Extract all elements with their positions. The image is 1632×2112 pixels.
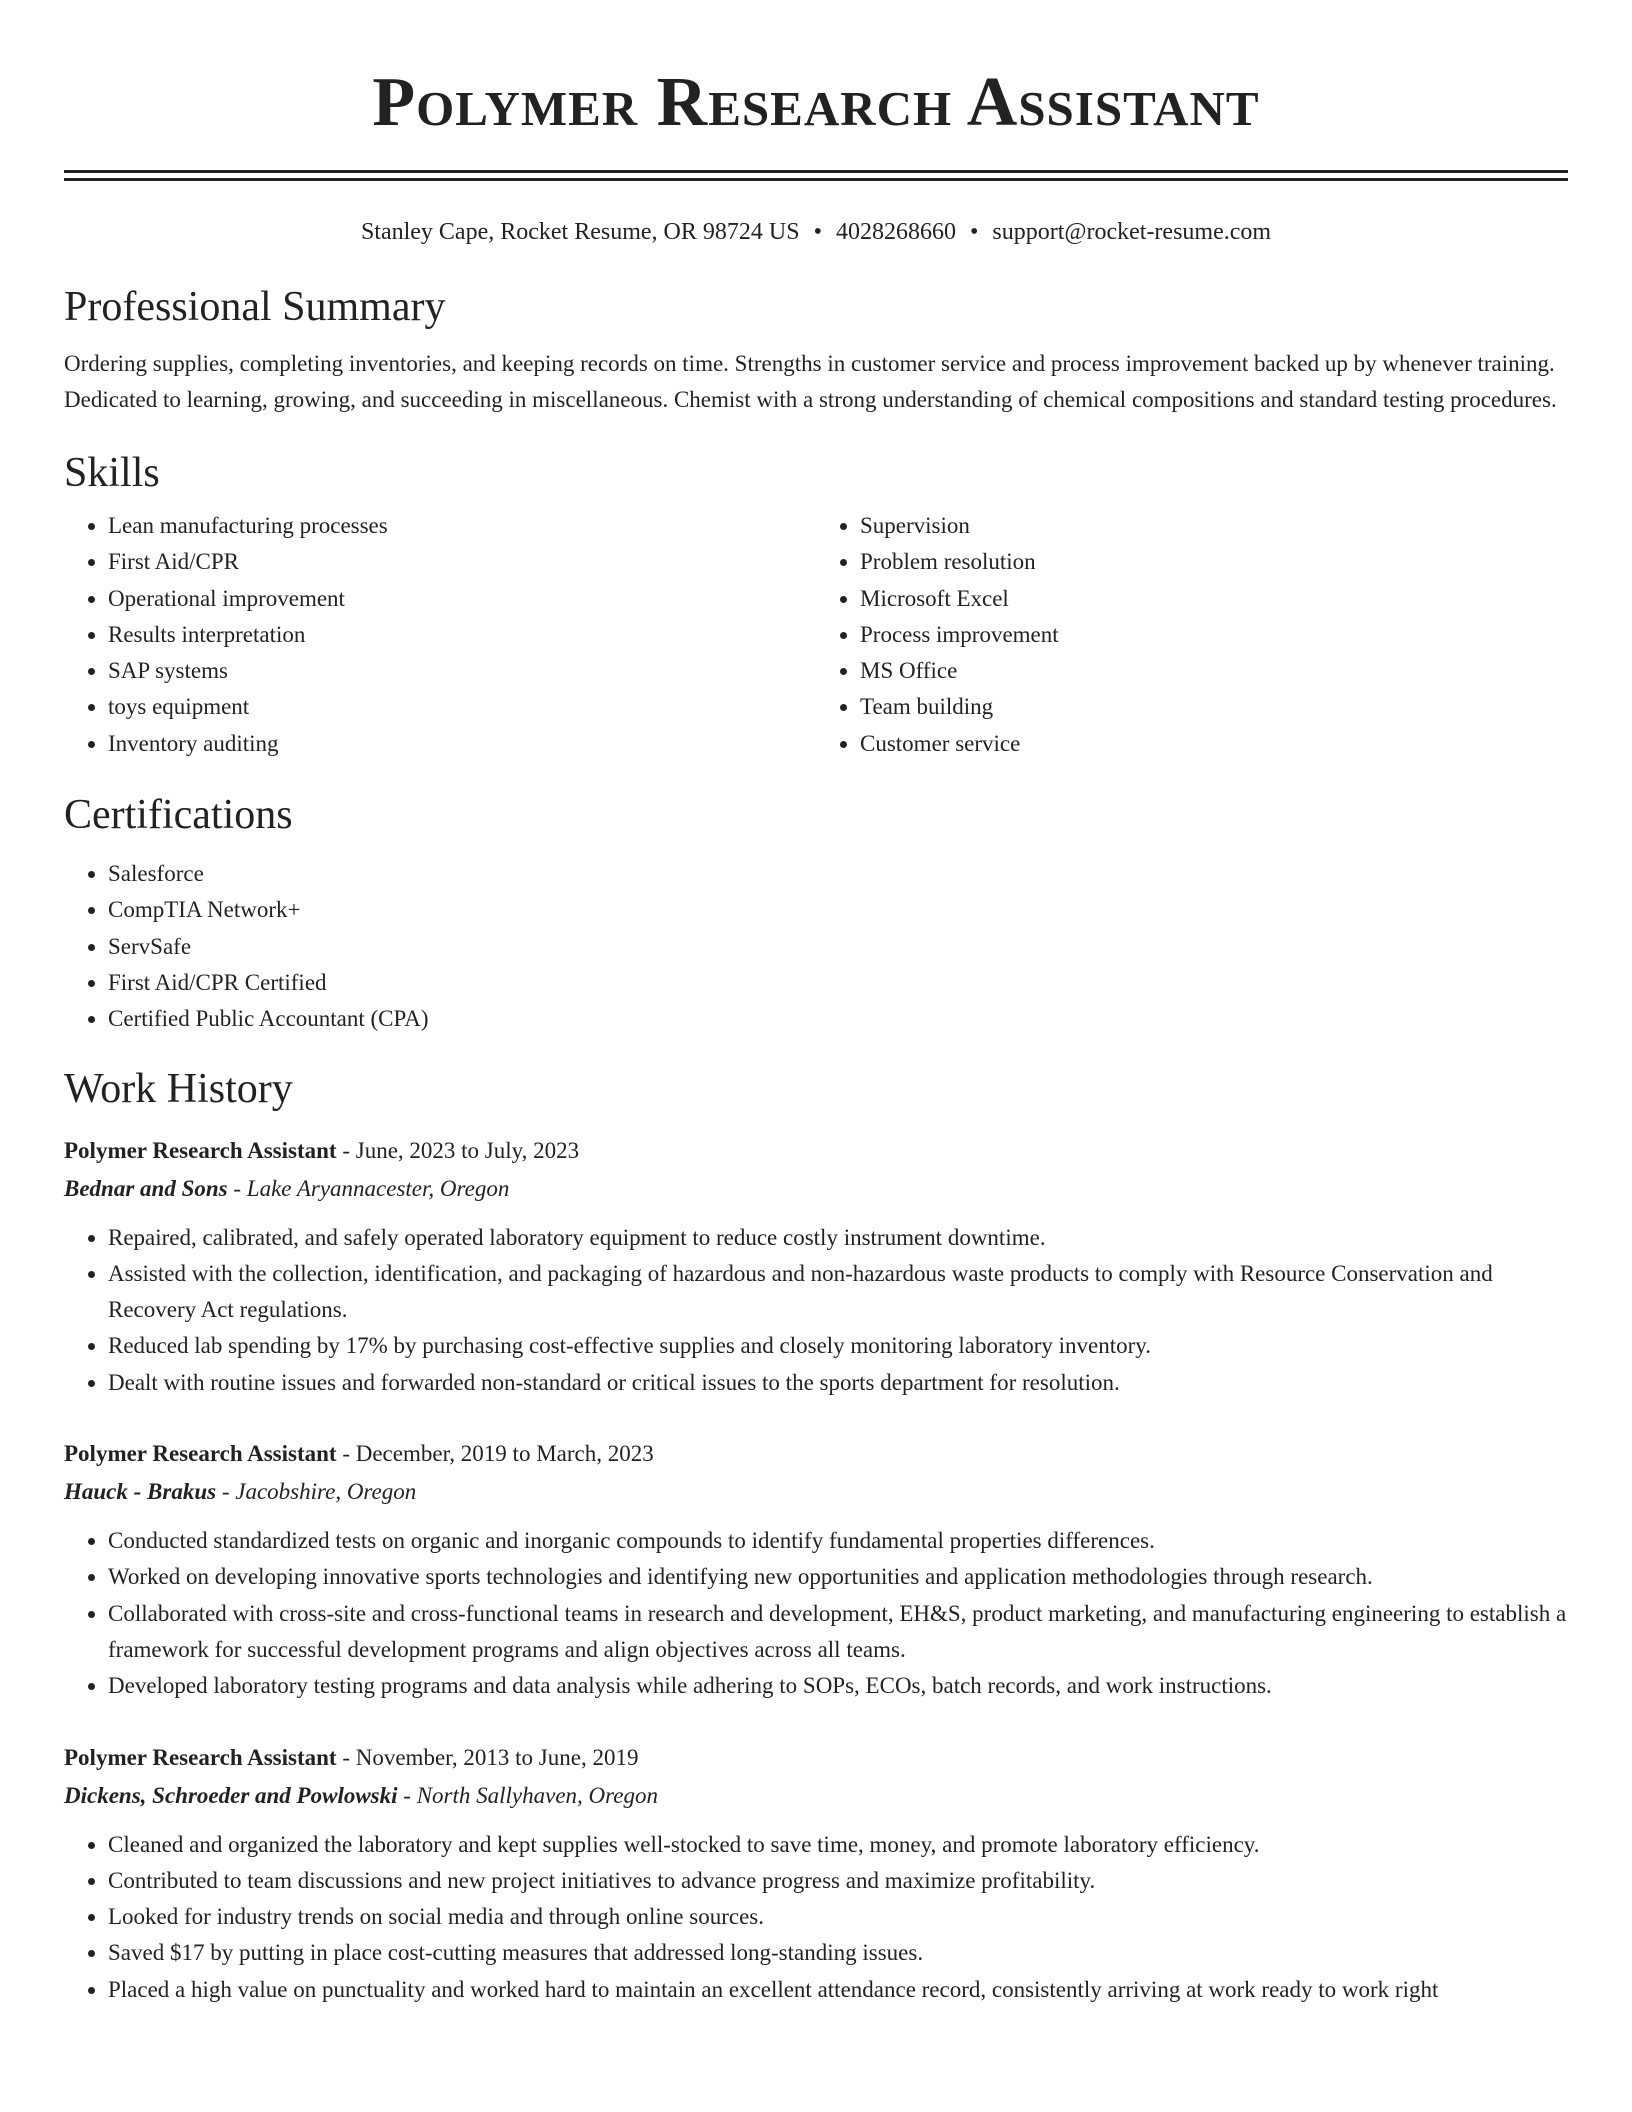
skills-column-right: [816, 508, 1568, 762]
job-bullet: • Assisted with the collection, identification, and packaging of hazardous and non-hazardous waste products to comply with Resource Conservation and Recovery Act regulations.: [108, 1256, 1568, 1329]
job-title-line: [64, 1739, 1568, 1777]
job-company-line: [64, 1170, 1568, 1208]
skill-item: • Inventory auditing: [108, 726, 816, 762]
job-dates: - June, 2023 to July, 2023: [336, 1137, 580, 1163]
job-title-line: [64, 1435, 1568, 1473]
job-location: - Lake Aryannacester, Oregon: [227, 1175, 510, 1201]
skill-item: • Lean manufacturing processes: [108, 508, 816, 544]
job-company-line: [64, 1777, 1568, 1815]
job-bullets: [64, 1827, 1568, 2008]
job-bullet: • Conducted standardized tests on organic and inorganic compounds to identify fundamental properties differences.: [108, 1523, 1568, 1559]
skill-item: • Operational improvement: [108, 581, 816, 617]
skills-columns: [64, 508, 1568, 762]
job-entry: [64, 1435, 1568, 1704]
certification-item: • Certified Public Accountant (CPA): [108, 1001, 1568, 1037]
job-role: Polymer Research Assistant: [64, 1744, 337, 1770]
job-bullet: • Cleaned and organized the laboratory and kept supplies well-stocked to save time, money, and promote laboratory efficiency.: [108, 1827, 1568, 1863]
summary-text: Ordering supplies, completing inventories, and keeping records on time. Strengths in customer service and process improvement backed up by whenever training. Dedicated to learning, growing, and succeeding in miscellaneous. Chemist with a strong understanding of chemical compositions and standard testing procedures.: [64, 351, 1557, 412]
skill-item: • Results interpretation: [108, 617, 816, 653]
skill-item: • Team building: [860, 689, 1568, 725]
work-history-heading: Work History: [64, 1065, 293, 1112]
certification-item: • Salesforce: [108, 856, 1568, 892]
job-bullet: • Saved $17 by putting in place cost-cutting measures that addressed long-standing issues.: [108, 1935, 1568, 1971]
job-bullet: • Reduced lab spending by 17% by purchasing cost-effective supplies and closely monitoring laboratory inventory.: [108, 1328, 1568, 1364]
contact-separator: •: [969, 219, 979, 245]
title-double-rule: [64, 170, 1568, 181]
skills-heading: Skills: [64, 450, 160, 496]
skill-item: • MS Office: [860, 653, 1568, 689]
certification-item: • CompTIA Network+: [108, 892, 1568, 928]
job-bullets: [64, 1523, 1568, 1704]
skill-item: • SAP systems: [108, 653, 816, 689]
job-bullet: • Contributed to team discussions and new project initiatives to advance progress and maximize profitability.: [108, 1863, 1568, 1899]
resume-title: Polymer Research Assistant: [372, 64, 1260, 141]
job-title-line: [64, 1132, 1568, 1170]
job-bullet: • Looked for industry trends on social media and through online sources.: [108, 1899, 1568, 1935]
skill-item: • Process improvement: [860, 617, 1568, 653]
skill-item: • Microsoft Excel: [860, 581, 1568, 617]
job-location: - Jacobshire, Oregon: [216, 1479, 417, 1505]
summary-heading: Professional Summary: [64, 284, 446, 330]
job-role: Polymer Research Assistant: [64, 1441, 337, 1467]
skill-item: • toys equipment: [108, 689, 816, 725]
certifications-list: [64, 856, 1568, 1037]
job-company: Dickens, Schroeder and Powlowski: [64, 1782, 398, 1808]
skills-column-left: [64, 508, 816, 762]
job-role: Polymer Research Assistant: [64, 1137, 337, 1163]
skill-item: • Problem resolution: [860, 544, 1568, 580]
job-entry: [64, 1132, 1568, 1401]
contact-phone: 4028268660: [835, 219, 956, 245]
contact-email: support@rocket-resume.com: [992, 219, 1272, 245]
job-dates: - December, 2019 to March, 2023: [336, 1441, 654, 1467]
skills-list-right: [816, 508, 1568, 762]
certification-item: • ServSafe: [108, 929, 1568, 965]
job-bullet: • Placed a high value on punctuality and worked hard to maintain an excellent attendance record, consistently arriving at work ready to work right: [108, 1972, 1568, 2008]
job-dates: - November, 2013 to June, 2019: [336, 1744, 639, 1770]
skill-item: • Supervision: [860, 508, 1568, 544]
skill-item: • First Aid/CPR: [108, 544, 816, 580]
job-company: Bednar and Sons: [64, 1175, 228, 1201]
job-bullet: • Dealt with routine issues and forwarded non-standard or critical issues to the sports department for resolution.: [108, 1365, 1568, 1401]
certification-item: • First Aid/CPR Certified: [108, 965, 1568, 1001]
contact-separator: •: [813, 219, 822, 245]
job-bullet: • Developed laboratory testing programs and data analysis while adhering to SOPs, ECOs, batch records, and work instructions.: [108, 1668, 1568, 1704]
job-bullet: • Collaborated with cross-site and cross-functional teams in research and development, EH&S, product marketing, and manufacturing engineering to establish a framework for successful development programs and align objectives across all teams.: [108, 1596, 1568, 1669]
contact-address: Stanley Cape, Rocket Resume, OR 98724 US: [360, 219, 800, 245]
contact-line: [64, 216, 1568, 248]
job-company: Hauck - Brakus: [64, 1479, 217, 1505]
certifications-heading: Certifications: [64, 792, 293, 839]
job-location: - North Sallyhaven, Oregon: [397, 1782, 658, 1808]
job-bullet: • Repaired, calibrated, and safely operated laboratory equipment to reduce costly instrument downtime.: [108, 1220, 1568, 1256]
job-entry: [64, 1739, 1568, 2008]
job-bullets: [64, 1220, 1568, 1401]
job-bullet: • Worked on developing innovative sports technologies and identifying new opportunities and application methodologies through research.: [108, 1559, 1568, 1595]
skill-item: • Customer service: [860, 726, 1568, 762]
skills-list-left: [64, 508, 816, 762]
job-company-line: [64, 1473, 1568, 1511]
